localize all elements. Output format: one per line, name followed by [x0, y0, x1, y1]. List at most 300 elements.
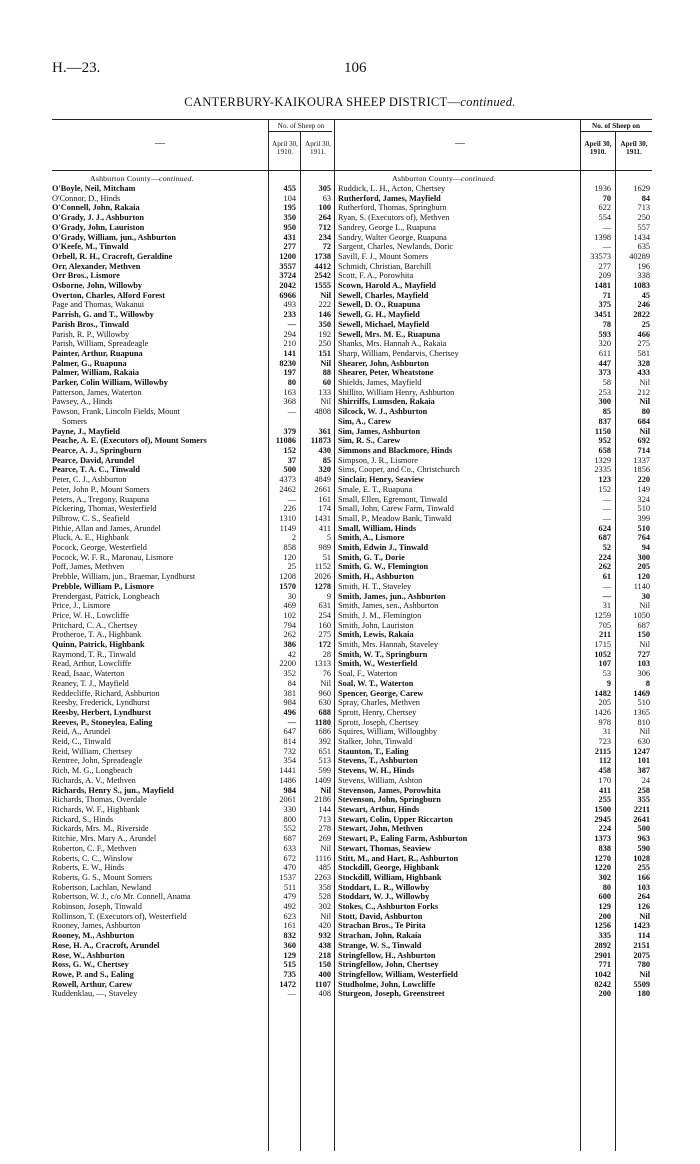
sheep-count-1910: 31 [602, 727, 611, 737]
sheep-count-1910: 1208 [279, 572, 296, 582]
table-row [52, 436, 334, 446]
sheep-count-1910: 2200 [279, 659, 296, 669]
sheep-count-1911: 466 [637, 329, 650, 339]
sheep-count-1910: 205 [598, 698, 611, 708]
table-row [338, 737, 652, 747]
owner-name: Pilbrow, C. S., Seafield [52, 513, 130, 523]
sheep-count-1911: 103 [637, 882, 650, 892]
sheep-count-1911: 192 [318, 329, 331, 339]
owner-name: Sewell, G. H., Mayfield [338, 310, 420, 320]
sheep-count-1911: 28 [322, 649, 331, 659]
table-row [52, 902, 334, 912]
sheep-count-1911: Nil [320, 358, 331, 368]
sheep-count-1911: 780 [637, 960, 650, 970]
sheep-count-1911: 172 [318, 640, 331, 650]
sheep-count-1911: 392 [318, 737, 331, 747]
sheep-count-1911: 264 [637, 892, 650, 902]
owner-name: Roberton, C. F., Methven [52, 843, 137, 853]
table-row [52, 854, 334, 864]
sheep-count-1911: 686 [318, 727, 331, 737]
owner-name: Shirriffs, Lumsden, Rakaia [338, 397, 435, 407]
table-row [338, 291, 652, 301]
sheep-count-1911: 205 [637, 562, 650, 572]
table-row [338, 504, 652, 514]
table-row [52, 378, 334, 388]
owner-name: Rooney, M., Ashburton [52, 931, 135, 941]
sheep-count-1910: 58 [602, 378, 611, 388]
sheep-count-1911: 2186 [314, 795, 331, 805]
sheep-count-1911: Nil [639, 426, 650, 436]
owner-name: Rowell, Arthur, Carew [52, 979, 133, 989]
sheep-count-1911: 687 [637, 620, 650, 630]
owner-name: Ruddick, L. H., Acton, Chertsey [338, 184, 446, 193]
table-row [338, 698, 652, 708]
sheep-count-1910: 30 [287, 591, 296, 601]
sheep-count-1911: 361 [318, 426, 331, 436]
sheep-count-1911: Nil [320, 911, 331, 921]
sheep-count-1911: 400 [318, 969, 331, 979]
sheep-count-1911: 4808 [314, 407, 331, 417]
sheep-count-1911: 764 [637, 533, 650, 543]
owner-name: Parish Bros., Tinwald [52, 319, 130, 329]
owner-name: Peache, A. E. (Executors of), Mount Somers [52, 436, 207, 446]
owner-name: Stewart, John, Methven [338, 824, 423, 834]
sheep-count-1910: — [287, 319, 296, 329]
sheep-count-1910: 1373 [594, 834, 611, 844]
sheep-count-1911: 2822 [633, 310, 650, 320]
owner-name: Prendergast, Patrick, Longbeach [52, 591, 160, 601]
owner-name: Pocock, W. F. R., Maronau, Lismore [52, 552, 174, 562]
table-row [338, 184, 652, 194]
owner-name: Robinson, Joseph, Tinwald [52, 902, 142, 912]
owner-name: Stevenson, James, Porowhita [338, 785, 441, 795]
table-row [52, 495, 334, 505]
owner-name: Strachan, John, Rakaia [338, 931, 422, 941]
sheep-count-1911: 11873 [310, 436, 331, 446]
sheep-count-1910: 210 [283, 339, 296, 349]
owner-name: Strange, W. S., Tinwald [338, 940, 422, 950]
sheep-count-1910: 78 [602, 319, 611, 329]
sheep-count-1911: 300 [637, 552, 650, 562]
sheep-count-1910: 80 [287, 378, 296, 388]
sheep-count-1911: 510 [637, 504, 650, 514]
sheep-count-1910: 687 [598, 533, 611, 543]
sheep-count-1911: Nil [320, 785, 331, 795]
sheep-count-1910: 350 [283, 213, 296, 223]
sheep-count-1911: 5 [326, 533, 331, 543]
sheep-count-1911: 8 [645, 678, 650, 688]
table-row [52, 601, 334, 611]
owner-name: Ruddenklau, —, Staveley [52, 989, 138, 999]
sheep-count-1911: Nil [639, 378, 650, 388]
owner-name: O'Keefe, M., Tinwald [52, 242, 129, 252]
sheep-count-1911: 1738 [314, 251, 331, 261]
owner-name: Simmons and Blackmore, Hinds [338, 445, 453, 455]
owner-name: Smith, James, jun., Ashburton [338, 591, 446, 601]
owner-name: Rowe, P. and S., Ealing [52, 969, 134, 979]
right-col-1911-header: April 30, 1911. [620, 140, 648, 156]
sheep-count-1911: 2026 [314, 572, 331, 582]
table-row [52, 456, 334, 466]
table-row [52, 553, 334, 563]
sheep-count-1911: 727 [637, 649, 650, 659]
sheep-count-1910: 226 [283, 504, 296, 514]
owner-name: Price, J., Lismore [52, 601, 111, 611]
table-row [338, 271, 652, 281]
table-row [52, 281, 334, 291]
sheep-count-1911: 250 [318, 339, 331, 349]
sheep-count-1910: 1052 [594, 649, 611, 659]
sheep-count-1911: 1409 [314, 775, 331, 785]
sheep-count-1910: 2901 [594, 950, 611, 960]
table-row [52, 669, 334, 679]
sheep-count-1911: 100 [318, 203, 331, 213]
owner-name: Sturgeon, Joseph, Greenstreet [338, 989, 445, 999]
sheep-count-1910: 593 [598, 329, 611, 339]
sheep-count-1911: 4849 [314, 475, 331, 485]
sheep-count-1910: 479 [283, 892, 296, 902]
sheep-count-1911: 438 [318, 940, 331, 950]
sheep-count-1911: 1856 [633, 465, 650, 475]
sheep-count-1911: Nil [639, 640, 650, 650]
sheep-count-1911: 5509 [633, 979, 650, 989]
sheep-count-1910: 200 [598, 989, 611, 999]
owner-name: Reesby, Frederick, Lyndhurst [52, 698, 150, 708]
owner-name: Palmer, William, Rakaia [52, 368, 139, 378]
sheep-count-1911: 24 [641, 775, 650, 785]
table-row [52, 873, 334, 883]
owner-name: Parish, William, Spreadeagle [52, 339, 149, 349]
table-row [338, 727, 652, 737]
sheep-count-1911: 264 [318, 213, 331, 223]
sheep-count-1911: 196 [637, 261, 650, 271]
sheep-count-1910: 163 [283, 387, 296, 397]
sheep-count-1910: 431 [283, 232, 296, 242]
owner-name: Staunton, T., Ealing [338, 746, 409, 756]
sheep-count-1910: 500 [283, 465, 296, 475]
table-row [52, 339, 334, 349]
sheep-count-1910: 120 [283, 552, 296, 562]
table-row [338, 786, 652, 796]
table-row [338, 475, 652, 485]
table-row [338, 553, 652, 563]
table-row [338, 863, 652, 873]
table-row [338, 233, 652, 243]
sheep-count-1911: Nil [320, 843, 331, 853]
sheep-count-1911: 420 [318, 921, 331, 931]
sheep-count-1911: 84 [641, 193, 650, 203]
owner-name: Stewart, Thomas, Seaview [338, 843, 431, 853]
table-row [52, 465, 334, 475]
owner-name: Reid, A., Arundel [52, 727, 111, 737]
table-row [52, 989, 334, 999]
sheep-count-1911: 150 [318, 960, 331, 970]
table-row [52, 194, 334, 204]
sheep-count-1911: 713 [637, 203, 650, 213]
table-row [338, 359, 652, 369]
owner-name: Prebble, William P., Lismore [52, 581, 154, 591]
owner-name: Rutherford, Thomas, Springburn [338, 203, 447, 213]
owner-name: Sim, James, Ashburton [338, 426, 421, 436]
owner-name: Pritchard, C. A., Chertsey [52, 620, 138, 630]
sheep-count-1910: 1537 [279, 872, 296, 882]
table-row [338, 970, 652, 980]
table-row [52, 242, 334, 252]
table-row [338, 310, 652, 320]
sheep-count-1910: 492 [283, 902, 296, 912]
sheep-count-1911: 1050 [633, 610, 650, 620]
sheep-count-1911: 72 [322, 242, 331, 252]
owner-name: Sewell, Michael, Mayfield [338, 319, 430, 329]
sheep-count-1910: 330 [283, 805, 296, 814]
owner-name: Richards, A. V., Methven [52, 775, 136, 785]
sheep-count-1910: 2335 [594, 465, 611, 475]
owner-name: Pickering, Thomas, Westerfield [52, 504, 157, 514]
sheep-count-1911: 275 [318, 630, 331, 640]
sheep-count-1910: 1200 [279, 251, 296, 261]
table-row [52, 397, 334, 407]
sheep-count-1910: 84 [287, 678, 296, 688]
sheep-count-1911: 712 [318, 222, 331, 232]
table-row [52, 659, 334, 669]
table-row [52, 543, 334, 553]
owner-name: Spencer, George, Carew [338, 688, 424, 698]
owner-name: Shillito, William Henry, Ashburton [338, 387, 455, 397]
sheep-count-1910: 735 [283, 969, 296, 979]
sheep-count-1910: 2115 [594, 746, 611, 756]
table-row [338, 980, 652, 990]
owner-name: Stokes, C., Ashburton Forks [338, 902, 439, 912]
owner-name: Rich, M. G., Longbeach [52, 766, 133, 776]
table-row [52, 863, 334, 873]
table-row [338, 921, 652, 931]
table-row [338, 689, 652, 699]
owner-name: Studholme, John, Lowcliffe [338, 979, 436, 989]
table-row [338, 601, 652, 611]
owner-name: Pluck, A. E., Highbank [52, 533, 129, 543]
owner-name: Stringfellow, John, Chertsey [338, 960, 439, 970]
sheep-count-1910: 771 [598, 960, 611, 970]
sheep-count-1910: 1441 [279, 766, 296, 776]
sheep-count-1910: — [602, 242, 611, 252]
table-row [338, 873, 652, 883]
table-row [52, 203, 334, 213]
sheep-count-1910: 255 [598, 795, 611, 805]
sheep-count-1910: 1481 [594, 281, 611, 291]
owner-name: Robertson, Lachlan, Newland [52, 882, 152, 892]
owner-name: Sewell, D. O., Ruapuna [338, 300, 421, 310]
sheep-count-1910: 984 [283, 785, 296, 795]
sheep-count-1910: 794 [283, 620, 296, 630]
sheep-count-1910: 360 [283, 940, 296, 950]
sheep-count-1911: 630 [637, 737, 650, 747]
right-group-header: No. of Sheep on [592, 122, 640, 130]
sheep-count-1910: 300 [598, 397, 611, 407]
owner-name: Pearce, T. A. C., Tinwald [52, 465, 140, 475]
table-row [338, 194, 652, 204]
owner-name: Roberts, E. W., Hinds [52, 863, 125, 873]
table-row [52, 795, 334, 805]
sheep-count-1911: 88 [322, 368, 331, 378]
owner-name: Smith, G. W., Flemington [338, 562, 429, 572]
table-row [52, 980, 334, 990]
owner-name: Pithie, Allan and James, Arundel [52, 523, 161, 533]
sheep-count-1911: 2075 [633, 950, 650, 960]
table-row [338, 436, 652, 446]
table-row [338, 989, 652, 999]
sheep-count-1910: 373 [598, 368, 611, 378]
table-row [52, 533, 334, 543]
sheep-count-1910: 800 [283, 814, 296, 824]
sheep-count-1911: 528 [318, 892, 331, 902]
sheep-count-1911: 1107 [314, 979, 331, 989]
sheep-count-1911: 63 [322, 193, 331, 203]
sheep-count-1910: 515 [283, 960, 296, 970]
right-table-body [338, 184, 652, 999]
table-row [52, 892, 334, 902]
table-row [52, 223, 334, 233]
owner-name: Orr, Alexander, Methven [52, 261, 141, 271]
sheep-count-1910: 233 [283, 310, 296, 320]
owner-name: Sim, A., Carew [338, 416, 392, 426]
sheep-count-1910: 2945 [594, 814, 611, 824]
table-row [52, 640, 334, 650]
table-row [338, 524, 652, 534]
owner-name: Reeves, P., Stoneylea, Ealing [52, 717, 153, 727]
table-row [338, 582, 652, 592]
sheep-count-1911: 250 [637, 213, 650, 223]
owner-name: Small, William, Hinds [338, 523, 417, 533]
table-row [338, 495, 652, 505]
owner-name: Stewart, P., Ealing Farm, Ashburton [338, 834, 468, 844]
owner-name: Reesby, Herbert, Lyndhurst [52, 707, 152, 717]
owner-name: Rickard, S., Hinds [52, 814, 114, 824]
table-row [338, 951, 652, 961]
sheep-count-1910: 837 [598, 416, 611, 426]
owner-name: Stoddart, L. R., Willowby [338, 882, 430, 892]
sheep-count-1910: 141 [283, 348, 296, 358]
sheep-count-1911: 85 [322, 455, 331, 465]
owner-name: Sim, R. S., Carew [338, 436, 401, 446]
table-row [338, 931, 652, 941]
left-col-1911-header: April 30, 1911. [305, 140, 331, 156]
sheep-count-1910: 984 [283, 698, 296, 708]
sheep-count-1910: 53 [602, 669, 611, 679]
owner-name: Roberts, G. S., Mount Somers [52, 872, 153, 882]
owner-name: Stewart, Arthur, Hinds [338, 805, 420, 814]
table-row [338, 320, 652, 330]
sheep-count-1910: 3451 [594, 310, 611, 320]
sheep-count-1910: 352 [283, 669, 296, 679]
sheep-count-1911: 1083 [633, 281, 650, 291]
table-row [52, 951, 334, 961]
sheep-count-1910: 814 [283, 737, 296, 747]
owner-name: Smith, Lewis, Rakaia [338, 630, 414, 640]
owner-name: Parish, R. P., Willowby [52, 329, 130, 339]
sheep-count-1911: 1180 [314, 717, 331, 727]
table-row [52, 330, 334, 340]
sheep-count-1911: 2542 [314, 271, 331, 281]
sheep-count-1911: 120 [637, 572, 650, 582]
table-row [338, 805, 652, 815]
table-row [52, 582, 334, 592]
sheep-count-1910: 52 [602, 543, 611, 553]
owner-name: Poff, James, Methven [52, 562, 125, 572]
sheep-count-1910: 9 [606, 678, 611, 688]
sheep-count-1911: 713 [318, 814, 331, 824]
sheep-count-1910: 469 [283, 601, 296, 611]
sheep-count-1910: 672 [283, 853, 296, 863]
table-row [52, 883, 334, 893]
table-row [52, 611, 334, 621]
table-row [338, 834, 652, 844]
sheep-count-1911: 278 [318, 824, 331, 834]
sheep-count-1911: 114 [638, 931, 650, 941]
owner-name: Sims, Cooper, and Co., Christchurch [338, 465, 460, 475]
table-row [52, 824, 334, 834]
sheep-count-1911: 599 [318, 766, 331, 776]
table-row [52, 786, 334, 796]
owner-name: Pearce, David, Arundel [52, 455, 135, 465]
table-row [338, 407, 652, 417]
sheep-count-1910: 170 [598, 775, 611, 785]
owner-name: Sprott, Henry, Chertsey [338, 707, 417, 717]
sheep-count-1911: 989 [318, 543, 331, 553]
owner-name: Smith, J. M., Flemington [338, 610, 422, 620]
sheep-count-1910: — [602, 494, 611, 504]
owner-name: O'Grady, J. J., Ashburton [52, 213, 144, 223]
sheep-count-1910: 511 [283, 882, 296, 892]
table-row [52, 776, 334, 786]
sheep-count-1911: 1116 [315, 853, 331, 863]
owner-name: Painter, Arthur, Ruapuna [52, 348, 143, 358]
table-row [338, 213, 652, 223]
table-row [338, 339, 652, 349]
owner-name: Stevens, T., Ashburton [338, 756, 418, 766]
sheep-count-1911: 218 [318, 950, 331, 960]
sheep-count-1911: 1555 [314, 281, 331, 291]
owner-name: Stevens, W. H., Hinds [338, 766, 415, 776]
table-row [52, 572, 334, 582]
owner-name: Rutherford, James, Mayfield [338, 193, 441, 203]
owner-name: Reddecliffe, Richard, Ashburton [52, 688, 160, 698]
sheep-count-1911: 1431 [314, 513, 331, 523]
sheep-count-1911: 399 [637, 513, 650, 523]
sheep-count-1910: 1220 [594, 863, 611, 873]
sheep-count-1910: 379 [283, 426, 296, 436]
sheep-count-1910: 42 [287, 649, 296, 659]
sheep-count-1910: 107 [598, 659, 611, 669]
sheep-count-1911: Nil [639, 969, 650, 979]
sheep-count-1911: 692 [637, 436, 650, 446]
table-row [52, 931, 334, 941]
table-row [52, 300, 334, 310]
sheep-count-1911: Nil [639, 397, 650, 407]
table-row [52, 388, 334, 398]
table-row [52, 737, 334, 747]
owner-name: Rose, W., Ashburton [52, 950, 125, 960]
owner-name: Orbell, R. H., Cracroft, Geraldine [52, 251, 173, 261]
owner-name: Patterson, James, Waterton [52, 387, 142, 397]
table-row [338, 427, 652, 437]
table-row [338, 611, 652, 621]
owner-name: Sewell, Charles, Mayfield [338, 290, 429, 300]
right-county-heading: Ashburton County—continued. [392, 174, 496, 183]
sheep-count-1911: 387 [637, 766, 650, 776]
sheep-count-1910: 253 [598, 387, 611, 397]
owner-name: Stoddart, W. J., Willowby [338, 892, 430, 902]
sheep-count-1911: 306 [637, 669, 650, 679]
